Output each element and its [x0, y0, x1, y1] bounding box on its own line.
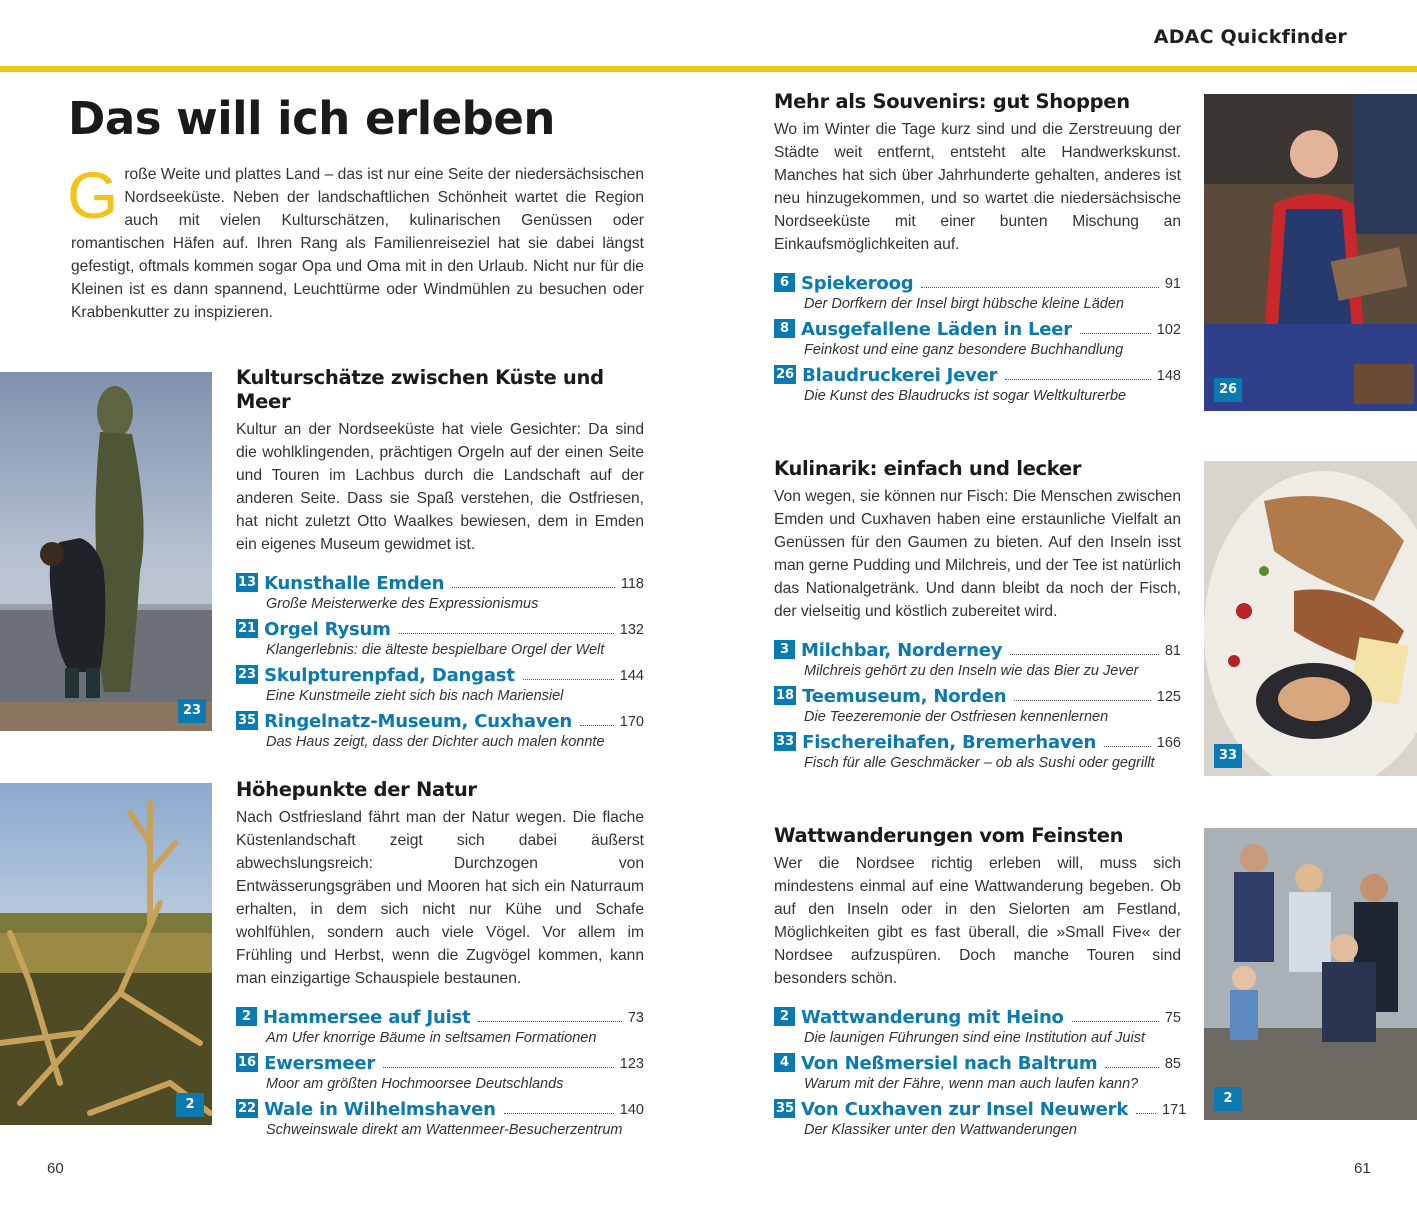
entry-number-badge: 8	[774, 319, 795, 338]
quickfinder-entry[interactable]	[236, 1004, 644, 1048]
photo-badge: 2	[1214, 1087, 1242, 1111]
entry-list	[236, 570, 644, 752]
section-text: Wer die Nordsee richtig erleben will, muss sich mindestens einmal auf eine Wattwanderung begeben. Ob auf den Inseln oder in den Sielorten am Festland, Möglichkeiten gibt es fast überall, die »Small Five« der Nordsee aufzuspüren. Doch manche Touren sind besonders schön.	[774, 855, 1181, 987]
entry-description: Eine Kunstmeile zieht sich bis nach Mariensiel	[266, 688, 564, 704]
header-label: ADAC Quickfinder	[1153, 26, 1347, 48]
entry-title-link[interactable]: Wattwanderung mit Heino	[801, 1007, 1064, 1028]
section-title: Mehr als Souvenirs: gut Shoppen	[774, 90, 1130, 113]
section-text: Wo im Winter die Tage kurz sind und die Zerstreuung der Städte weit entfernt, entsteht alte Handwerkskunst. Manches hat sich über Jahrhunderte gehalten, anderes ist neu hinzugekommen, und so wartet die niedersächsische Nordseeküste mit einer bunten Mischung an Einkaufsmöglichkeiten auf.	[774, 121, 1181, 253]
photo-driftwood	[0, 783, 212, 1125]
section-text: Nach Ostfriesland fährt man der Natur wegen. Die flache Küstenlandschaft zeigt sich dabei äußerst abwechslungsreich: Durchzogen von Entwässerungsgräben und Mooren hat sich ein Naturraum erhalten, in dem sich nicht nur Kühe und Schafe wohlfühlen, sondern auch viele Vögel. Vor allem im Frühling und Herbst, wenn die Zugvögel kommen, kann man einzigartige Schauspiele bestaunen.	[236, 809, 644, 987]
photo-fish-dish	[1204, 461, 1417, 776]
quickfinder-entry[interactable]	[774, 1096, 1187, 1140]
entry-number-badge: 16	[238, 1054, 257, 1070]
leader-dots	[523, 679, 614, 680]
quickfinder-entry[interactable]	[774, 683, 1181, 727]
section-natur	[236, 778, 644, 1142]
leader-dots	[580, 725, 614, 726]
entry-page-number: 102	[1156, 322, 1181, 338]
entry-title-link[interactable]: Ringelnatz-Museum, Cuxhaven	[264, 711, 572, 732]
quickfinder-entry[interactable]	[774, 637, 1181, 681]
leader-dots	[1010, 654, 1159, 655]
entry-title-link[interactable]: Von Neßmersiel nach Baltrum	[801, 1053, 1098, 1074]
section-title: Kulinarik: einfach und lecker	[774, 457, 1082, 480]
entry-page-number: 148	[1156, 368, 1181, 384]
sculpture-illustration	[0, 372, 212, 731]
quickfinder-entry[interactable]	[774, 729, 1181, 773]
entry-description: Der Dorfkern der Insel birgt hübsche kleine Läden	[804, 296, 1124, 312]
leader-dots	[383, 1067, 614, 1068]
quickfinder-entry[interactable]	[236, 662, 644, 706]
entry-title-link[interactable]: Spiekeroog	[801, 273, 914, 294]
entry-title-link[interactable]: Hammersee auf Juist	[263, 1007, 471, 1028]
section-text: Von wegen, sie können nur Fisch: Die Menschen zwischen Emden und Cuxhaven haben eine erstaunliche Vielfalt an Genüssen für den Gaumen zu bieten. Auf den Inseln isst man gerne Pudding und Milchreis, und der Tee ist natürlich das Nationalgetränk. Und dann bleibt da noch der Fisch, der vielseitig und köstlich zubereitet wird.	[774, 488, 1181, 620]
entry-title-link[interactable]: Ausgefallene Läden in Leer	[801, 319, 1072, 340]
entry-page-number: 166	[1156, 735, 1181, 751]
section-title: Kulturschätze zwischen Küste und Meer	[236, 366, 604, 413]
quickfinder-entry[interactable]	[774, 270, 1181, 314]
section-shoppen	[774, 90, 1181, 408]
photo-badge: 2	[176, 1093, 204, 1117]
entry-number-badge: 23	[238, 666, 257, 682]
entry-description: Die Kunst des Blaudrucks ist sogar Weltkulturerbe	[804, 388, 1127, 404]
entry-page-number: 140	[619, 1102, 644, 1118]
entry-title-link[interactable]: Milchbar, Norderney	[801, 640, 1003, 661]
entry-page-number: 118	[620, 576, 644, 592]
entry-number-badge: 33	[776, 733, 795, 749]
entry-title-link[interactable]: Ewersmeer	[264, 1053, 376, 1074]
entry-number-badge: 2	[774, 1007, 795, 1026]
section-watt	[774, 824, 1187, 1142]
entry-list	[774, 637, 1181, 773]
entry-title-link[interactable]: Orgel Rysum	[264, 619, 391, 640]
entry-title-link[interactable]: Von Cuxhaven zur Insel Neuwerk	[801, 1099, 1129, 1120]
photo-craftsman	[1204, 94, 1417, 411]
intro-paragraph	[67, 158, 644, 324]
section-text: Kultur an der Nordseeküste hat viele Gesichter: Da sind die wohlklingenden, prächtigen Orgeln auf der einen Seite und Touren im Lachbus durch die Landschaft auf der anderen Seite. Dass sie Spaß verstehen, die Ostfriesen, hat nicht zuletzt Otto Waalkes bewiesen, dem in Emden ein eigenes Museum gewidmet ist.	[236, 421, 644, 553]
section-kultur	[236, 366, 644, 754]
entry-page-number: 144	[619, 668, 644, 684]
entry-description: Warum mit der Fähre, wenn man auch laufen kann?	[804, 1076, 1139, 1092]
entry-number-badge: 18	[776, 687, 795, 703]
entry-title-link[interactable]: Blaudruckerei Jever	[802, 365, 998, 386]
leader-dots	[504, 1113, 614, 1114]
photo-sculpture	[0, 372, 212, 731]
entry-number-badge: 6	[774, 273, 795, 292]
entry-number-badge: 21	[238, 620, 257, 636]
entry-list	[774, 1004, 1187, 1140]
entry-number-badge: 2	[236, 1007, 257, 1026]
entry-description: Klangerlebnis: die älteste bespielbare Orgel der Welt	[266, 642, 605, 658]
quickfinder-entry[interactable]	[236, 708, 644, 752]
photo-badge: 33	[1214, 744, 1242, 768]
quickfinder-entry[interactable]	[774, 316, 1181, 360]
entry-page-number: 171	[1162, 1102, 1187, 1118]
leader-dots	[1104, 746, 1151, 747]
entry-page-number: 85	[1164, 1056, 1181, 1072]
quickfinder-entry[interactable]	[236, 570, 644, 614]
entry-number-badge: 3	[774, 640, 795, 659]
leader-dots	[399, 633, 614, 634]
entry-title-link[interactable]: Skulpturenpfad, Dangast	[264, 665, 515, 686]
photo-badge: 23	[178, 699, 206, 723]
quickfinder-entry[interactable]	[236, 1096, 644, 1140]
dropcap: G	[67, 158, 119, 232]
photo-mudflat-group	[1204, 828, 1417, 1120]
leader-dots	[452, 587, 615, 588]
section-title: Wattwanderungen vom Feinsten	[774, 824, 1124, 847]
entry-number-badge: 35	[776, 1100, 795, 1116]
section-kulinarik	[774, 457, 1181, 775]
entry-page-number: 132	[619, 622, 644, 638]
entry-title-link[interactable]: Fischereihafen, Bremerhaven	[802, 732, 1097, 753]
leader-dots	[1014, 700, 1150, 701]
leader-dots	[1080, 333, 1151, 334]
entry-description: Das Haus zeigt, dass der Dichter auch malen konnte	[266, 734, 605, 750]
entry-description: Der Klassiker unter den Wattwanderungen	[804, 1122, 1077, 1138]
entry-number-badge: 13	[238, 574, 257, 590]
entry-page-number: 75	[1164, 1010, 1181, 1026]
intro-text: roße Weite und plattes Land – das ist nur eine Seite der niedersächsischen Nordseeküste. Neben der landschaftlichen Schönheit wartet die Region auch mit vielen Kulturschätzen, kulinarischen Genüssen oder romantischen Häfen auf. Ihren Rang als Familienreiseziel hat sie dabei längst gefestigt, oftmals kommen sogar Opa und Oma mit in den Urlaub. Nicht nur für die Kleinen ist es dann spannend, Leuchttürme oder Windmühlen zu besuchen oder Krabbenkutter zu inspizieren.	[71, 166, 644, 321]
page-title: Das will ich erleben	[68, 92, 555, 145]
craftsman-illustration	[1204, 94, 1417, 411]
entry-number-badge: 26	[776, 366, 795, 382]
entry-number-badge: 22	[238, 1100, 257, 1116]
entry-page-number: 123	[619, 1056, 644, 1072]
entry-description: Schweinswale direkt am Wattenmeer-Besucherzentrum	[266, 1122, 623, 1138]
entry-description: Moor am größten Hochmoorsee Deutschlands	[266, 1076, 564, 1092]
entry-page-number: 81	[1164, 643, 1181, 659]
entry-title-link[interactable]: Kunsthalle Emden	[264, 573, 445, 594]
leader-dots	[1005, 379, 1150, 380]
entry-title-link[interactable]: Wale in Wilhelmshaven	[264, 1099, 496, 1120]
quickfinder-entry[interactable]	[774, 1050, 1181, 1094]
entry-description: Milchreis gehört zu den Inseln wie das Bier zu Jever	[804, 663, 1139, 679]
entry-page-number: 73	[627, 1010, 644, 1026]
entry-description: Die launigen Führungen sind eine Institution auf Juist	[804, 1030, 1145, 1046]
entry-description: Fisch für alle Geschmäcker – ob als Sushi oder gegrillt	[804, 755, 1155, 771]
entry-number-badge: 4	[774, 1053, 795, 1072]
section-title: Höhepunkte der Natur	[236, 778, 477, 801]
fish-dish-illustration	[1204, 461, 1417, 776]
leader-dots	[1072, 1021, 1159, 1022]
entry-title-link[interactable]: Teemuseum, Norden	[802, 686, 1007, 707]
driftwood-illustration	[0, 783, 212, 1125]
page-number-left: 60	[47, 1160, 64, 1177]
header-divider	[0, 66, 1417, 72]
photo-badge: 26	[1214, 378, 1242, 402]
quickfinder-entry[interactable]	[774, 1004, 1181, 1048]
quickfinder-entry[interactable]	[236, 1050, 644, 1094]
quickfinder-entry[interactable]	[774, 362, 1181, 406]
leader-dots	[921, 287, 1158, 288]
entry-description: Am Ufer knorrige Bäume in seltsamen Formationen	[266, 1030, 597, 1046]
entry-description: Die Teezeremonie der Ostfriesen kennenlernen	[804, 709, 1109, 725]
entry-list	[774, 270, 1181, 406]
leader-dots	[1136, 1113, 1156, 1114]
entry-page-number: 170	[619, 714, 644, 730]
quickfinder-entry[interactable]	[236, 616, 644, 660]
entry-description: Große Meisterwerke des Expressionismus	[266, 596, 539, 612]
page-number-right: 61	[1354, 1160, 1371, 1177]
entry-description: Feinkost und eine ganz besondere Buchhandlung	[804, 342, 1124, 358]
leader-dots	[1105, 1067, 1158, 1068]
entry-number-badge: 35	[238, 712, 257, 728]
entry-list	[236, 1004, 644, 1140]
entry-page-number: 91	[1164, 276, 1181, 292]
leader-dots	[478, 1021, 621, 1022]
entry-page-number: 125	[1156, 689, 1181, 705]
mudflat-illustration	[1204, 828, 1417, 1120]
